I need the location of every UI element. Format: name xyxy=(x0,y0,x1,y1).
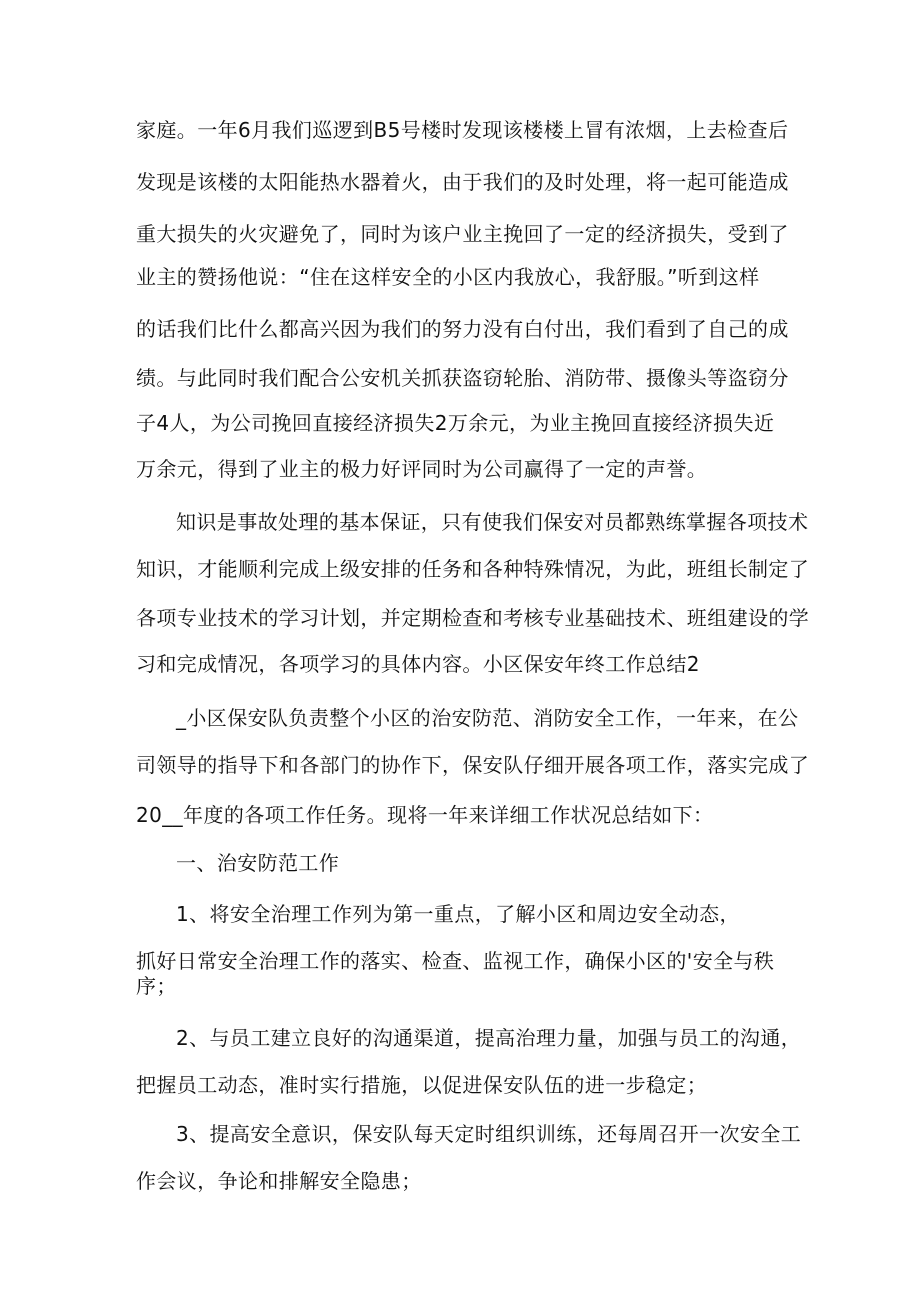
text-line: 把握员工动态，准时实行措施，以促进保安队伍的进一步稳定； xyxy=(136,1073,708,1097)
text-line: 3、提高安全意识，保安队每天定时组织训练，还每周召开一次安全工 xyxy=(176,1122,802,1146)
text-line: 知识，才能顺利完成上级安排的任务和各种特殊情况，为此，班组长制定了 xyxy=(136,557,810,581)
text-line: _小区保安队负责整个小区的治安防范、消防安全工作，一年来，在公 xyxy=(176,706,799,730)
text-line: 作会议，争论和排解安全隐患； xyxy=(136,1169,422,1193)
text-line: 2、与员工建立良好的沟通渠道，提高治理力量，加强与员工的沟通， xyxy=(176,1026,802,1050)
text-line: 司领导的指导下和各部门的协作下，保安队仔细开展各项工作，落实完成了 xyxy=(136,753,810,777)
text-line: 家庭。一年6月我们巡逻到B5号楼时发现该楼楼上冒有浓烟，上去检查后 xyxy=(136,118,789,142)
text-line: 1、将安全治理工作列为第一重点，了解小区和周边安全动态， xyxy=(176,902,740,926)
text-line: 发现是该楼的太阳能热水器着火，由于我们的及时处理，将一起可能造成 xyxy=(136,170,789,194)
text-line: 重大损失的火灾避免了，同时为该户业主挽回了一定的经济损失，受到了 xyxy=(136,222,789,246)
text-line: 子4人，为公司挽回直接经济损失2万余元，为业主挽回直接经济损失近 xyxy=(136,411,775,435)
text-line: 20__年度的各项工作任务。现将一年来详细工作状况总结如下： xyxy=(136,803,714,827)
text-line: 绩。与此同时我们配合公安机关抓获盗窃轮胎、消防带、摄像头等盗窃分 xyxy=(136,366,789,390)
text-line: 习和完成情况，各项学习的具体内容。小区保安年终工作总结2 xyxy=(136,652,700,676)
text-line: 抓好日常安全治理工作的落实、检查、监视工作，确保小区的'安全与秩 xyxy=(136,949,775,973)
text-line: 业主的赞扬他说：“住在这样安全的小区内我放心，我舒服。”听到这样 xyxy=(136,265,760,289)
text-line: 各项专业技术的学习计划，并定期检查和考核专业基础技术、班组建设的学 xyxy=(136,606,810,630)
text-line: 知识是事故处理的基本保证，只有使我们保安对员都熟练掌握各项技术 xyxy=(176,510,809,534)
text-line: 的话我们比什么都高兴因为我们的努力没有白付出，我们看到了自己的成 xyxy=(136,317,789,341)
section-heading: 一、治安防范工作 xyxy=(176,851,340,875)
text-line: 序； xyxy=(136,974,177,998)
text-line: 万余元，得到了业主的极力好评同时为公司赢得了一定的声誉。 xyxy=(136,457,708,481)
